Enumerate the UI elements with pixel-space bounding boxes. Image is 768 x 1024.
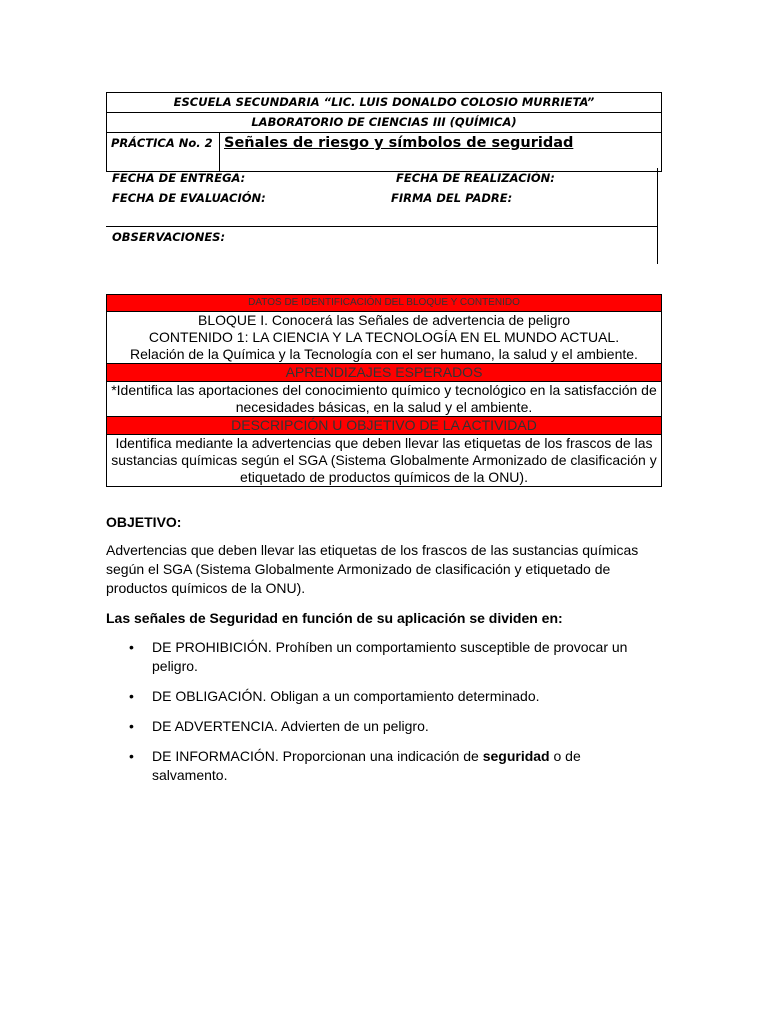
practice-title: Señales de riesgo y símbolos de seguridad: [220, 133, 662, 172]
fecha-entrega-label: FECHA DE ENTREGA:: [112, 171, 246, 185]
info-text-bold: seguridad: [482, 748, 550, 764]
relacion-text: Relación de la Química y la Tecnología con el ser humano, la salud y el ambiente.: [130, 346, 638, 362]
block-content-cell: [107, 312, 662, 364]
senales-list: [129, 638, 659, 796]
list-item-text: DE ADVERTENCIA. Advierten de un peligro.: [152, 718, 429, 734]
info-text-post: o de salvamento.: [152, 748, 581, 783]
list-item-text: DE OBLIGACIÓN. Obligan a un comportamiento determinado.: [152, 688, 540, 704]
observaciones-label: OBSERVACIONES:: [112, 230, 226, 244]
bullet-icon: •: [129, 688, 134, 704]
objetivo-text: Advertencias que deben llevar las etiquetas de los frascos de las sustancias químicas según el SGA (Sistema Globalmente Armonizado de clasificación y etiquetado de productos químicos de la ONU).: [106, 542, 639, 596]
list-item: [129, 638, 659, 676]
block-data-header: DATOS DE IDENTIFICACIÓN DEL BLOQUE Y CONTENIDO: [107, 295, 662, 312]
list-item-text: [152, 748, 581, 783]
firma-padre-label: FIRMA DEL PADRE:: [391, 191, 513, 205]
list-item: [129, 717, 659, 736]
school-name: ESCUELA SECUNDARIA “LIC. LUIS DONALDO COLOSIO MURRIETA”: [107, 93, 662, 113]
objetivo-heading: OBJETIVO:: [106, 514, 182, 530]
bullet-icon: •: [129, 718, 134, 734]
aprendizajes-header: APRENDIZAJES ESPERADOS: [107, 364, 662, 382]
list-item: [129, 687, 659, 706]
block-data-table: [106, 294, 662, 487]
practice-number: PRÁCTICA No. 2: [107, 133, 220, 172]
contenido-text: CONTENIDO 1: LA CIENCIA Y LA TECNOLOGÍA EN EL MUNDO ACTUAL.: [148, 329, 620, 345]
fecha-evaluacion-label: FECHA DE EVALUACIÓN:: [112, 191, 266, 205]
list-item-text: DE PROHIBICIÓN. Prohíben un comportamiento susceptible de provocar un peligro.: [152, 639, 628, 674]
list-item: [129, 747, 659, 785]
info-text-pre: DE INFORMACIÓN. Proporcionan una indicación de: [152, 748, 483, 764]
header-table: [106, 92, 662, 172]
bullet-icon: •: [129, 639, 134, 655]
fecha-realizacion-label: FECHA DE REALIZACIÓN:: [396, 171, 555, 185]
lab-name: LABORATORIO DE CIENCIAS III (QUÍMICA): [107, 113, 662, 133]
bloque-text: BLOQUE I. Conocerá las Señales de advertencia de peligro: [198, 312, 570, 328]
senales-heading: Las señales de Seguridad en función de su aplicación se dividen en:: [106, 610, 563, 626]
dates-divider: [106, 226, 657, 227]
bullet-icon: •: [129, 748, 134, 764]
aprendizajes-text: *Identifica las aportaciones del conocimiento químico y tecnológico en la satisfacción de necesidades básicas, en la salud y el ambiente.: [107, 382, 662, 417]
descripcion-header: DESCRIPCIÓN U OBJETIVO DE LA ACTIVIDAD: [107, 417, 662, 435]
descripcion-text: Identifica mediante la advertencias que deben llevar las etiquetas de los frascos de las sustancias químicas según el SGA (Sistema Globalmente Armonizado de clasificación y etiquetado de productos químicos de la ONU).: [107, 435, 662, 487]
